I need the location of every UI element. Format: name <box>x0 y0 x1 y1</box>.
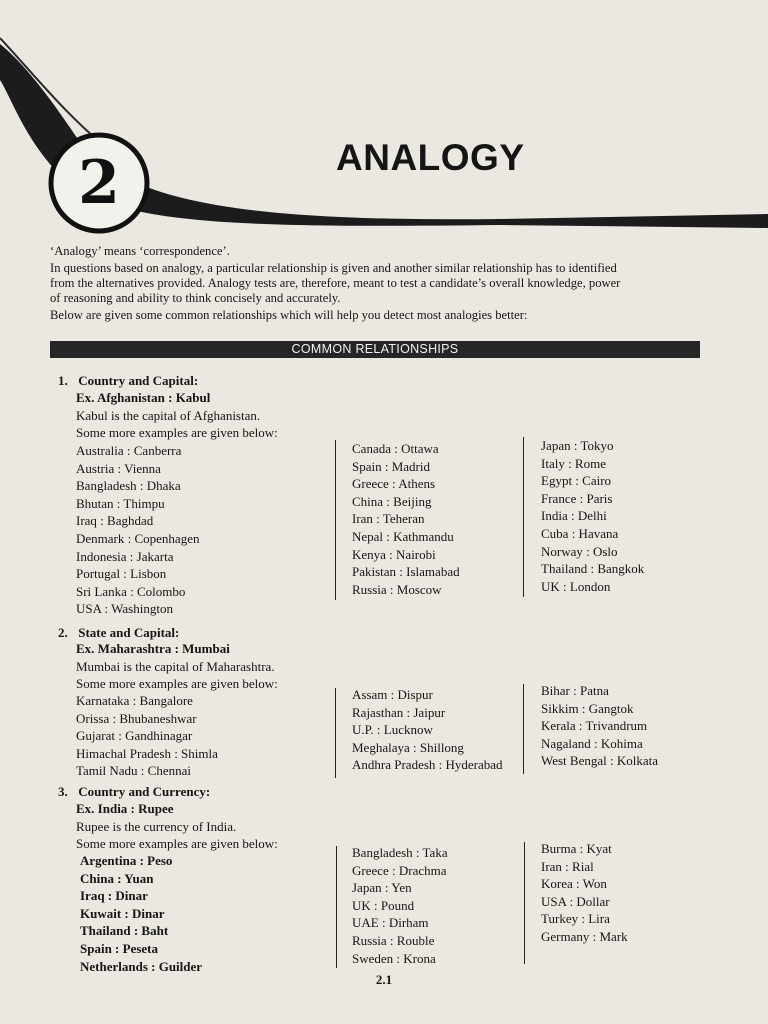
list-item: Netherlands : Guilder <box>80 958 203 974</box>
list-item: Spain : Peseta <box>80 940 158 956</box>
list-item: USA : Dollar <box>541 893 610 909</box>
list-item: Meghalaya : Shillong <box>352 739 464 755</box>
list-item: Kuwait : Dinar <box>80 905 165 921</box>
section-3-column-3 <box>541 840 628 946</box>
intro-line: In questions based on analogy, a particular relationship is given and another similar relationship has to identified <box>50 261 617 275</box>
list-item: Nepal : Kathmandu <box>352 528 454 544</box>
column-divider <box>524 842 525 964</box>
section-example: Ex. India : Rupee <box>76 801 174 816</box>
column-divider <box>336 846 337 968</box>
list-item: Bangladesh : Taka <box>352 845 448 860</box>
list-item: Russia : Rouble <box>352 932 435 948</box>
section-1-column-2 <box>352 440 460 598</box>
list-item: India : Delhi <box>541 508 607 524</box>
section-number: 1. <box>58 373 68 388</box>
section-1-column-3 <box>541 437 644 595</box>
list-item: Germany : Mark <box>541 928 628 944</box>
list-item: UK : London <box>541 578 611 594</box>
section-intro <box>76 389 278 442</box>
list-item: Iraq : Baghdad <box>76 513 154 529</box>
list-item: Thailand : Baht <box>80 923 169 939</box>
intro-text <box>50 244 702 324</box>
section-explanation: Mumbai is the capital of Maharashtra. <box>76 658 275 674</box>
list-item: Pakistan : Islamabad <box>352 564 460 580</box>
column-divider <box>335 688 336 778</box>
section-title: State and Capital: <box>78 625 180 640</box>
column-divider <box>523 437 524 597</box>
list-item: Australia : Canberra <box>76 443 182 458</box>
section-1-column-1 <box>76 442 199 618</box>
list-item: Iraq : Dinar <box>80 888 148 904</box>
section-2-column-2 <box>352 686 503 774</box>
chapter-title: ANALOGY <box>336 137 525 178</box>
intro-line: ‘Analogy’ means ‘correspondence’. <box>50 244 230 258</box>
list-item: Burma : Kyat <box>541 841 612 856</box>
section-more-label: Some more examples are given below: <box>76 676 278 692</box>
list-item: UK : Pound <box>352 897 415 913</box>
list-item: Spain : Madrid <box>352 458 430 474</box>
list-item: Karnataka : Bangalore <box>76 693 193 708</box>
section-intro <box>76 640 278 693</box>
list-item: Assam : Dispur <box>352 687 433 702</box>
list-item: Greece : Athens <box>352 476 436 492</box>
section-heading <box>58 372 198 389</box>
chapter-number: 2 <box>78 148 120 218</box>
common-relationships-banner: COMMON RELATIONSHIPS <box>50 341 700 358</box>
list-item: China : Beijing <box>352 493 432 509</box>
section-title: Country and Capital: <box>78 373 199 388</box>
list-item: Himachal Pradesh : Shimla <box>76 745 218 761</box>
section-example: Ex. Afghanistan : Kabul <box>76 390 211 405</box>
list-item: Austria : Vienna <box>76 460 161 476</box>
column-divider <box>335 440 336 600</box>
list-item: Thailand : Bangkok <box>541 561 645 577</box>
list-item: Japan : Tokyo <box>541 438 614 453</box>
list-item: Korea : Won <box>541 876 607 892</box>
list-item: Kerala : Trivandrum <box>541 718 648 734</box>
list-item: U.P. : Lucknow <box>352 722 433 738</box>
list-item: Iran : Rial <box>541 858 594 874</box>
list-item: Italy : Rome <box>541 455 606 471</box>
list-item: Turkey : Lira <box>541 911 610 927</box>
list-item: USA : Washington <box>76 601 173 617</box>
section-more-label: Some more examples are given below: <box>76 425 278 441</box>
list-item: Cuba : Havana <box>541 525 619 541</box>
list-item: Egypt : Cairo <box>541 473 612 489</box>
list-item: Portugal : Lisbon <box>76 566 167 582</box>
section-number: 3. <box>58 784 68 799</box>
section-3-column-1 <box>80 852 202 975</box>
intro-line: of reasoning and ability to think concisely and accurately. <box>50 291 341 305</box>
list-item: Norway : Oslo <box>541 543 618 559</box>
list-item: Andhra Pradesh : Hyderabad <box>352 757 503 773</box>
list-item: Bihar : Patna <box>541 683 609 698</box>
section-number: 2. <box>58 625 68 640</box>
list-item: Sikkim : Gangtok <box>541 700 634 716</box>
list-item: Canada : Ottawa <box>352 441 439 456</box>
list-item: France : Paris <box>541 490 613 506</box>
section-explanation: Kabul is the capital of Afghanistan. <box>76 407 261 423</box>
intro-line: from the alternatives provided. Analogy tests are, therefore, meant to test a candidate’s overall knowledge, power <box>50 276 621 290</box>
list-item: Denmark : Copenhagen <box>76 530 200 546</box>
list-item: Argentina : Peso <box>80 853 173 868</box>
column-divider <box>523 684 524 774</box>
list-item: Indonesia : Jakarta <box>76 548 174 564</box>
section-example: Ex. Maharashtra : Mumbai <box>76 641 230 656</box>
list-item: Rajasthan : Jaipur <box>352 704 446 720</box>
list-item: Japan : Yen <box>352 880 412 896</box>
list-item: Iran : Teheran <box>352 511 425 527</box>
list-item: Russia : Moscow <box>352 581 442 597</box>
list-item: Gujarat : Gandhinagar <box>76 728 193 744</box>
list-item: Nagaland : Kohima <box>541 735 643 751</box>
list-item: Tamil Nadu : Chennai <box>76 763 191 779</box>
section-3-column-2 <box>352 844 448 967</box>
list-item: West Bengal : Kolkata <box>541 753 659 769</box>
section-2-column-3 <box>541 682 658 770</box>
list-item: Greece : Drachma <box>352 862 447 878</box>
intro-line: Below are given some common relationships which will help you detect most analogies better: <box>50 308 528 322</box>
section-explanation: Rupee is the currency of India. <box>76 818 237 834</box>
list-item: Bangladesh : Dhaka <box>76 478 181 494</box>
section-title: Country and Currency: <box>78 784 211 799</box>
section-heading <box>58 624 179 641</box>
section-2-column-1 <box>76 692 218 780</box>
page-number: 2.1 <box>375 972 393 987</box>
list-item: UAE : Dirham <box>352 915 429 931</box>
section-more-label: Some more examples are given below: <box>76 836 278 852</box>
list-item: Sri Lanka : Colombo <box>76 583 186 599</box>
section-intro <box>76 800 278 853</box>
list-item: China : Yuan <box>80 870 154 886</box>
section-heading <box>58 783 210 800</box>
list-item: Sweden : Krona <box>352 950 436 966</box>
list-item: Orissa : Bhubaneshwar <box>76 710 197 726</box>
list-item: Bhutan : Thimpu <box>76 495 165 511</box>
list-item: Kenya : Nairobi <box>352 546 436 562</box>
